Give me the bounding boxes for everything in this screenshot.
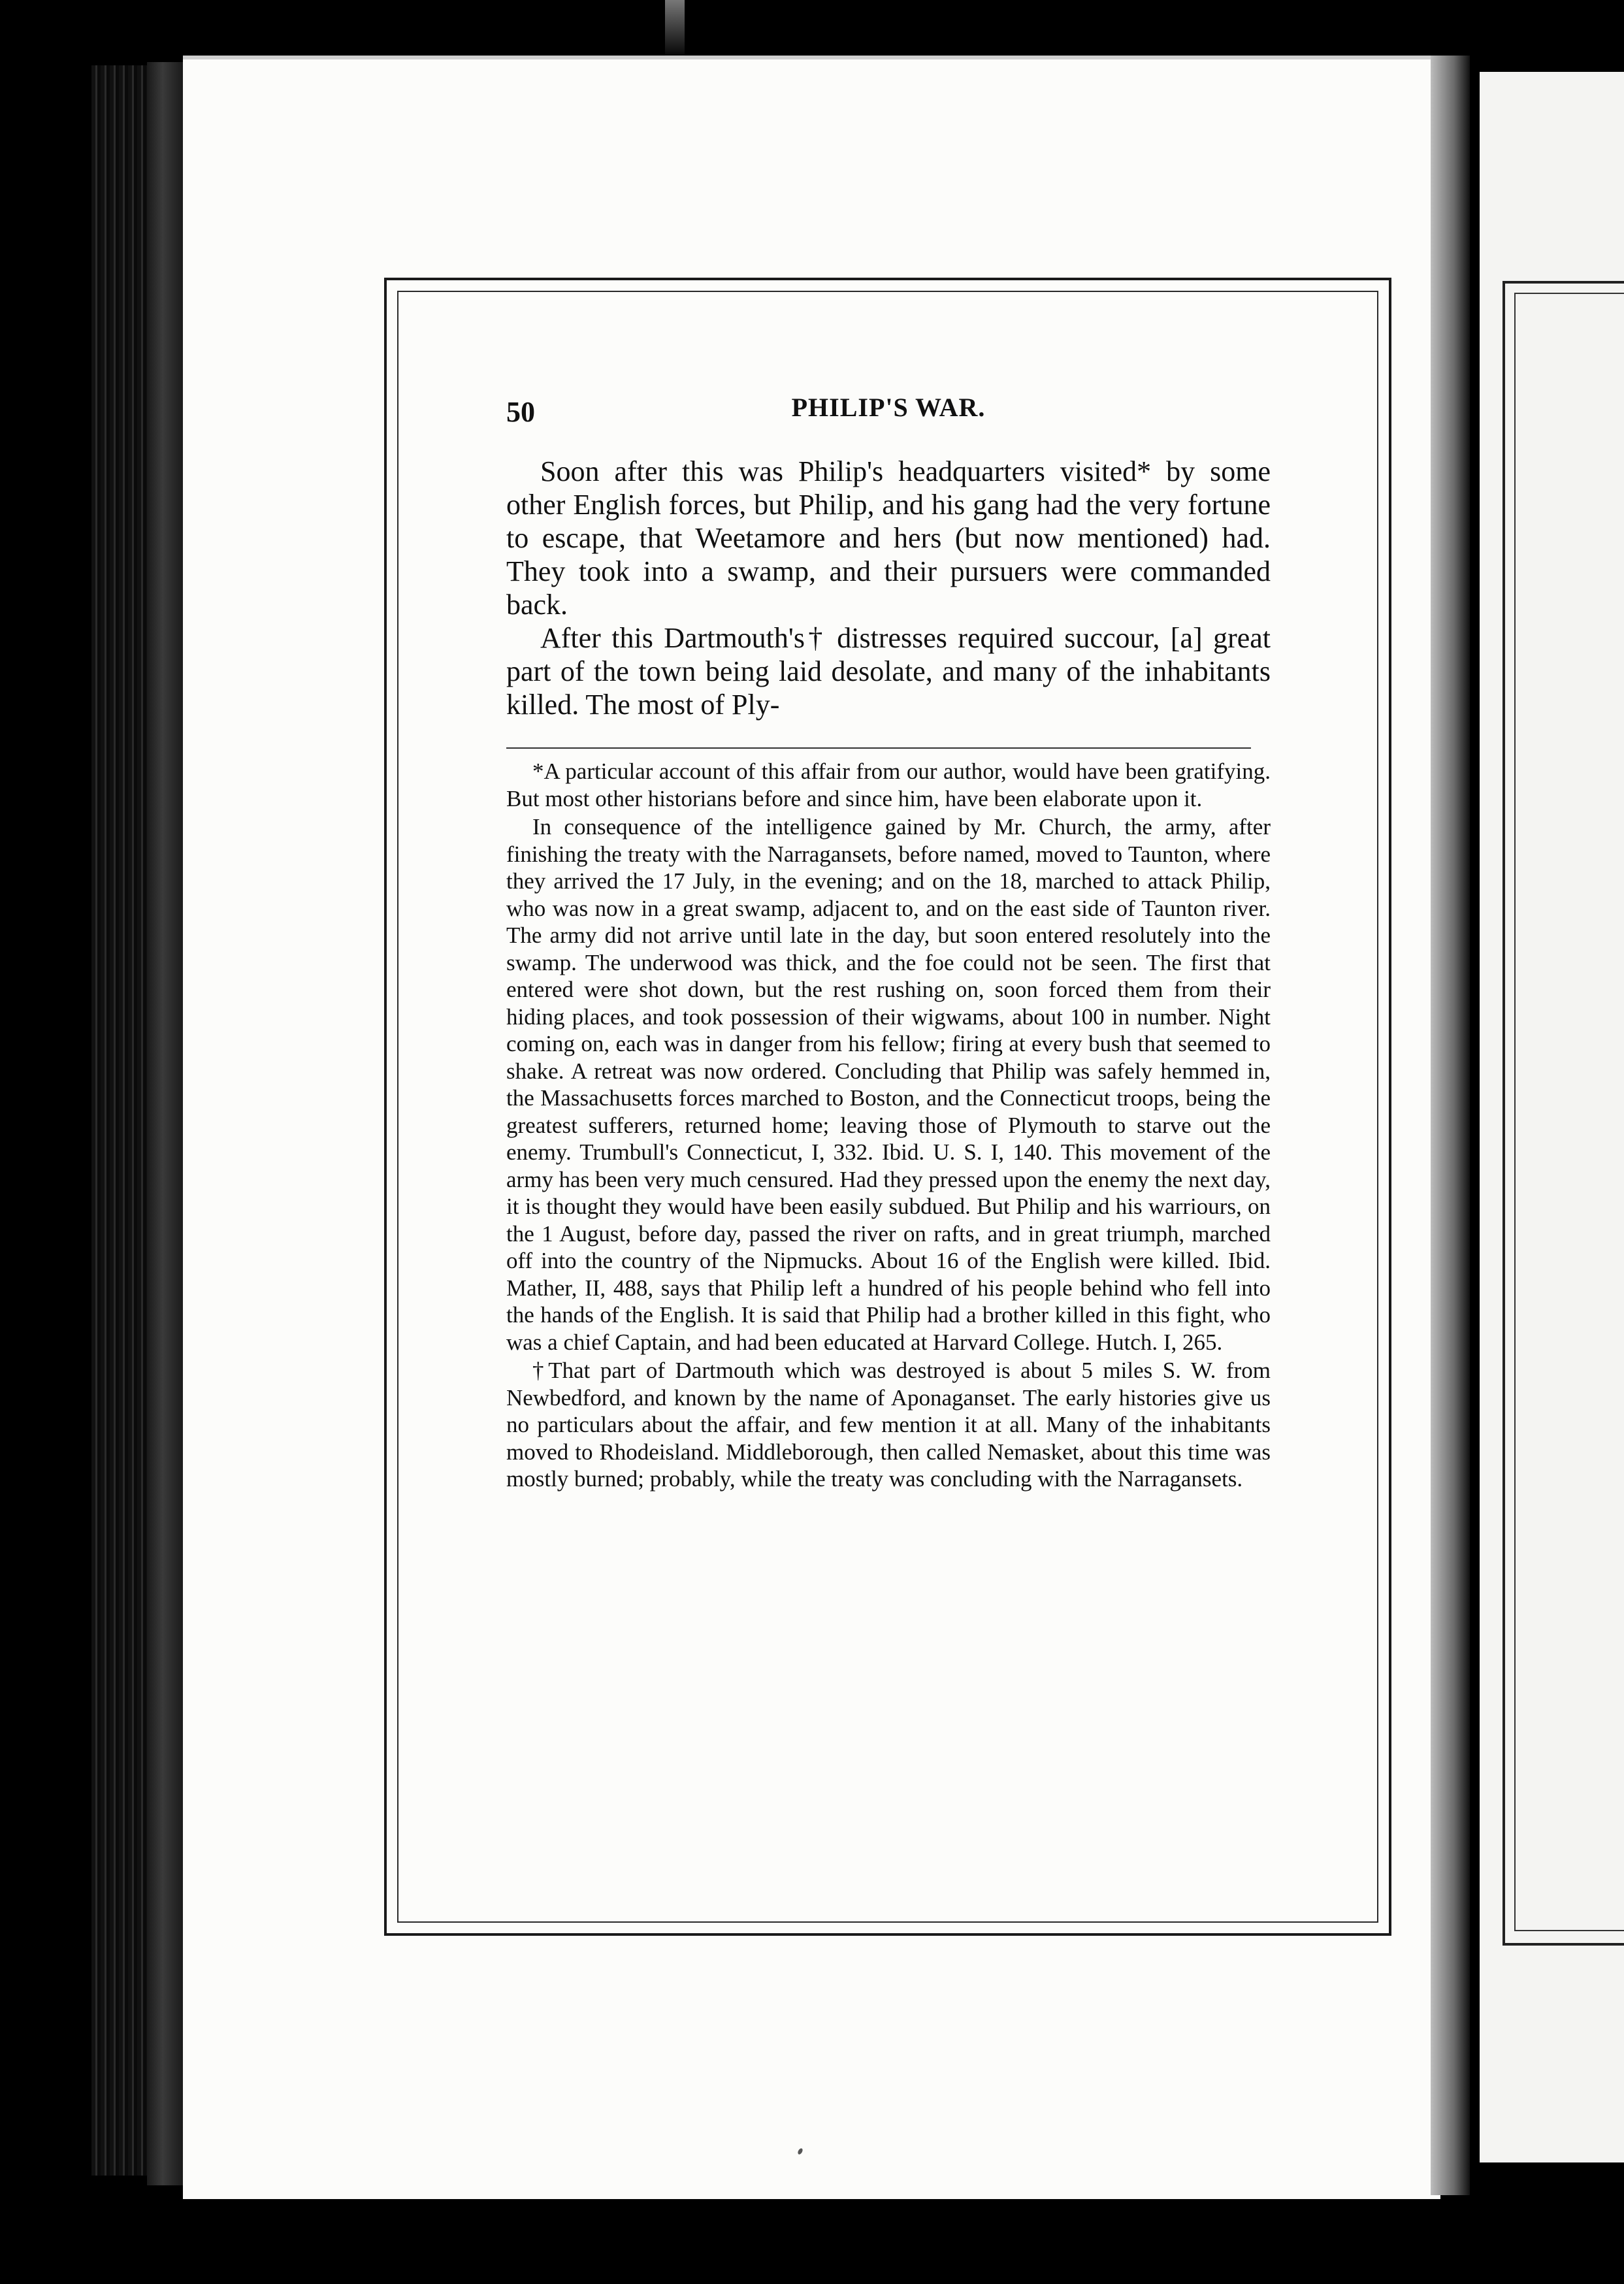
facing-page-frame-inner [1514,293,1624,1931]
body-text [506,455,1271,721]
page-number: 50 [506,396,535,428]
footnote: *A particular account of this affair from our author, would have been gratifying. But most other historians before and since him, have been elaborate upon it. [506,759,1271,811]
footnote: †That part of Dartmouth which was destroyed is about 5 miles S. W. from Newbedford, and known by the name of Aponaganset. The early histories give us no particulars about the affair, and few mention it at all. Many of the inhabitants moved to Rhodeisland. Middleborough, then called Nemasket, about this time was mostly burned; probably, while the treaty was concluding with the Narragansets. [506,1358,1271,1492]
page-content [506,385,1271,1493]
footnote-rule [506,747,1251,749]
footnotes [506,758,1271,1493]
body-paragraph: After this Dartmouth's† distresses required succour, [a] great part of the town being laid desolate, and many of the inhabitants killed. The most of Ply- [506,622,1271,721]
body-paragraph: Soon after this was Philip's headquarters visited* by some other English forces, but Philip, and his gang had the very fortune to escape, that Weetamore and hers (but now mentioned) had. They took into a swamp, and their pursuers were commanded back. [506,455,1271,621]
scan-artifact [665,0,685,59]
footnote: In consequence of the intelligence gained by Mr. Church, the army, after finishing the treaty with the Narragansets, before named, moved to Taunton, where they arrived the 17 July, in the evening; and on the 18, marched to attack Philip, who was now in a great swamp, adjacent to, and on the east side of Taunton river. The army did not arrive until late in the day, but soon entered resolutely into the swamp. The underwood was thick, and the foe could not be seen. The first that entered were shot down, but the rest rushing on, soon forced them from their hiding places, and took possession of their wigwams, about 100 in number. Night coming on, each was in danger from his fellow; firing at every bush that seemed to shake. A retreat was now ordered. Concluding that Philip was safely hemmed in, the Massachusetts forces marched to Boston, and the Connecticut troops, being the greatest sufferers, returned home; leaving those of Plymouth to starve out the enemy. Trumbull's Connecticut, I, 332. Ibid. U. S. I, 140. This movement of the army has been very much censured. Had they pressed upon the enemy the next day, it is thought they would have been easily subdued. But Philip and his warriours, on the 1 August, before day, passed the river on rafts, and in great triumph, marched off into the country of the Nipmucks. About 16 of the English were killed. Ibid. Mather, II, 488, says that Philip left a hundred of his people behind who fell into the hands of the English. It is said that Philip had a brother killed in this fight, who was a chief Captain, and had been educated at Harvard College. Hutch. I, 265. [506,814,1271,1355]
running-head [506,385,1271,431]
book-gutter [147,62,186,2185]
running-title: PHILIP'S WAR. [791,393,986,422]
page-shadow [1431,56,1470,2195]
